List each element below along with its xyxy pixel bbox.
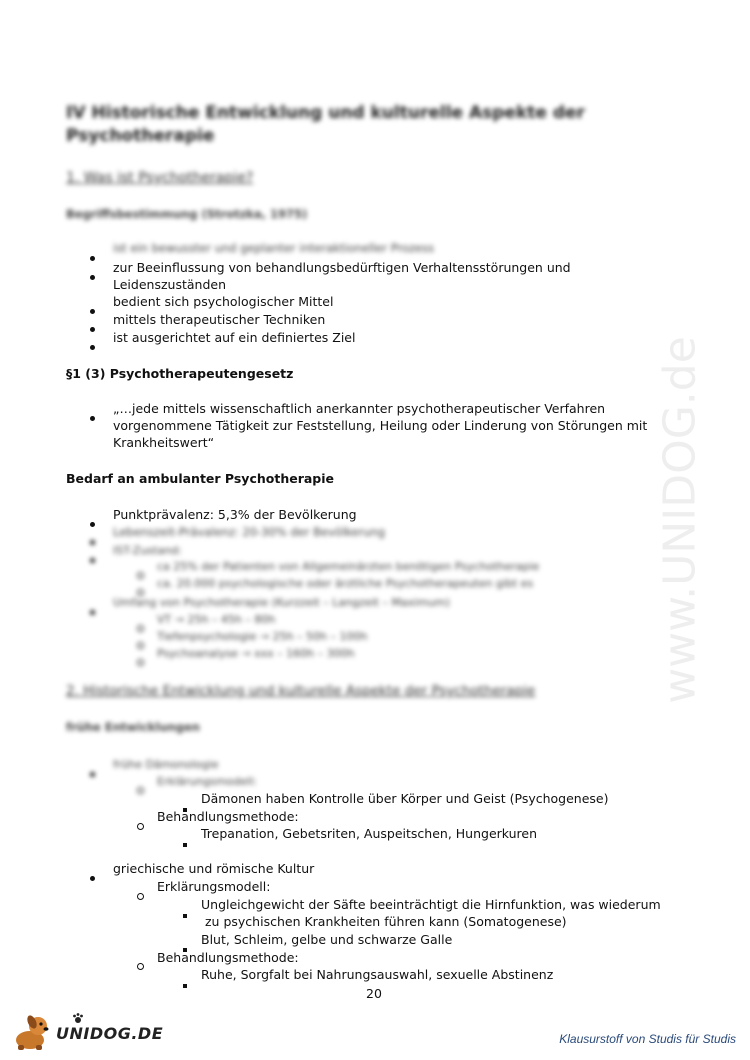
bedarf-item-2: Lebenszeit-Prävalenz: 20-30% der Bevölkerung xyxy=(113,525,386,539)
gesetz-line-1: „…jede mittels wissenschaftlich anerkannter psychotherapeutischer Verfahren xyxy=(113,401,606,416)
bullet xyxy=(137,955,144,974)
bullet xyxy=(183,832,187,851)
title-line-1: IV Historische Entwicklung und kulturelle Aspekte der xyxy=(66,103,585,123)
gesetz-line-2: vorgenommene Tätigkeit zur Feststellung, Heilung oder Linderung von Störungen mit xyxy=(113,418,648,433)
fruehe-item-10: Behandlungsmethode: xyxy=(157,950,299,965)
gesetz-line-3: Krankheitswert“ xyxy=(113,435,215,450)
bullet xyxy=(90,530,95,549)
watermark-text: www.UNIDOG.de xyxy=(654,336,706,704)
section-1-heading: 1. Was ist Psychotherapie? xyxy=(66,170,254,186)
dog-icon xyxy=(8,1012,54,1052)
begriff-heading: Begriffsbestimmung (Strotzka, 1975) xyxy=(66,207,308,221)
fruehe-item-5: Trepanation, Gebetsriten, Auspeitschen, Hungerkuren xyxy=(201,826,538,841)
bullet xyxy=(90,299,95,318)
bullet xyxy=(183,973,187,992)
fruehe-item-9: Blut, Schleim, gelbe und schwarze Galle xyxy=(201,932,453,947)
bedarf-heading: Bedarf an ambulanter Psychotherapie xyxy=(66,471,335,486)
bedarf-item-7: VT → 25h – 45h – 80h xyxy=(157,613,276,626)
begriff-item-2: zur Beeinflussung von behandlungsbedürftigen Verhaltensstörungen und xyxy=(113,260,571,275)
watermark xyxy=(635,300,725,740)
fruehe-item-1: frühe Dämonologie xyxy=(113,758,219,771)
bedarf-item-6: Umfang von Psychotherapie (Kurzzeit – Langzeit – Maximum) xyxy=(113,596,450,609)
bedarf-item-1: Punktprävalenz: 5,3% der Bevölkerung xyxy=(113,507,357,522)
bedarf-item-8: Tiefenpsychologie → 25h – 50h – 100h xyxy=(157,630,368,643)
fruehe-item-7: Erklärungsmodell: xyxy=(157,879,271,894)
bullet xyxy=(90,866,95,885)
begriff-item-1: ist ein bewusster und geplanter interaktioneller Prozess xyxy=(113,241,435,255)
bedarf-item-5: ca. 20.000 psychologische oder ärztliche Psychotherapeuten gibt es xyxy=(157,577,534,590)
fruehe-item-11: Ruhe, Sorgfalt bei Nahrungsauswahl, sexuelle Abstinenz xyxy=(201,967,554,982)
fruehe-item-6: griechische und römische Kultur xyxy=(113,861,315,876)
fruehe-item-8: Ungleichgewicht der Säfte beeinträchtigt die Hirnfunktion, was wiederum xyxy=(201,897,661,912)
bullet xyxy=(137,779,144,798)
bullet xyxy=(90,548,95,567)
unidog-logo[interactable] xyxy=(8,1012,164,1052)
fruehe-heading: frühe Entwicklungen xyxy=(66,720,200,734)
begriff-item-2-cont: Leidenszuständen xyxy=(113,277,226,292)
bedarf-item-4: ca 25% der Patienten von Allgemeinärzten benötigen Psychotherapie xyxy=(157,560,540,573)
page-number: 20 xyxy=(366,986,382,1001)
bullet xyxy=(90,600,95,619)
bullet xyxy=(183,903,187,922)
bullet xyxy=(90,265,95,284)
bullet xyxy=(137,815,144,834)
fruehe-item-4: Behandlungsmethode: xyxy=(157,809,299,824)
paw-icon xyxy=(72,1012,84,1024)
bullet xyxy=(90,406,95,425)
fruehe-item-2: Erklärungsmodell: xyxy=(157,775,257,788)
logo-text: UNIDOG.DE xyxy=(56,1024,164,1043)
bullet xyxy=(90,335,95,354)
fruehe-item-8-cont: zu psychischen Krankheiten führen kann (Somatogenese) xyxy=(205,914,567,929)
fruehe-item-3: Dämonen haben Kontrolle über Körper und Geist (Psychogenese) xyxy=(201,791,609,806)
bedarf-item-3: IST-Zustand: xyxy=(113,544,182,557)
begriff-item-3: bedient sich psychologischer Mittel xyxy=(113,294,334,309)
bullet xyxy=(137,651,144,670)
title-line-2: Psychotherapie xyxy=(66,126,215,146)
gesetz-heading: §1 (3) Psychotherapeutengesetz xyxy=(66,366,294,381)
bullet xyxy=(137,885,144,904)
bullet xyxy=(90,246,95,265)
bullet xyxy=(90,317,95,336)
begriff-item-4: mittels therapeutischer Techniken xyxy=(113,312,326,327)
footer-slogan: Klausurstoff von Studis für Studis xyxy=(559,1032,736,1046)
bullet xyxy=(90,762,95,781)
bullet xyxy=(90,512,95,531)
section-2-heading: 2. Historische Entwicklung und kulturelle Aspekte der Psychotherapie xyxy=(66,683,536,699)
bedarf-item-9: Psychoanalyse → xxx – 160h – 300h xyxy=(157,647,355,660)
begriff-item-5: ist ausgerichtet auf ein definiertes Ziel xyxy=(113,330,356,345)
